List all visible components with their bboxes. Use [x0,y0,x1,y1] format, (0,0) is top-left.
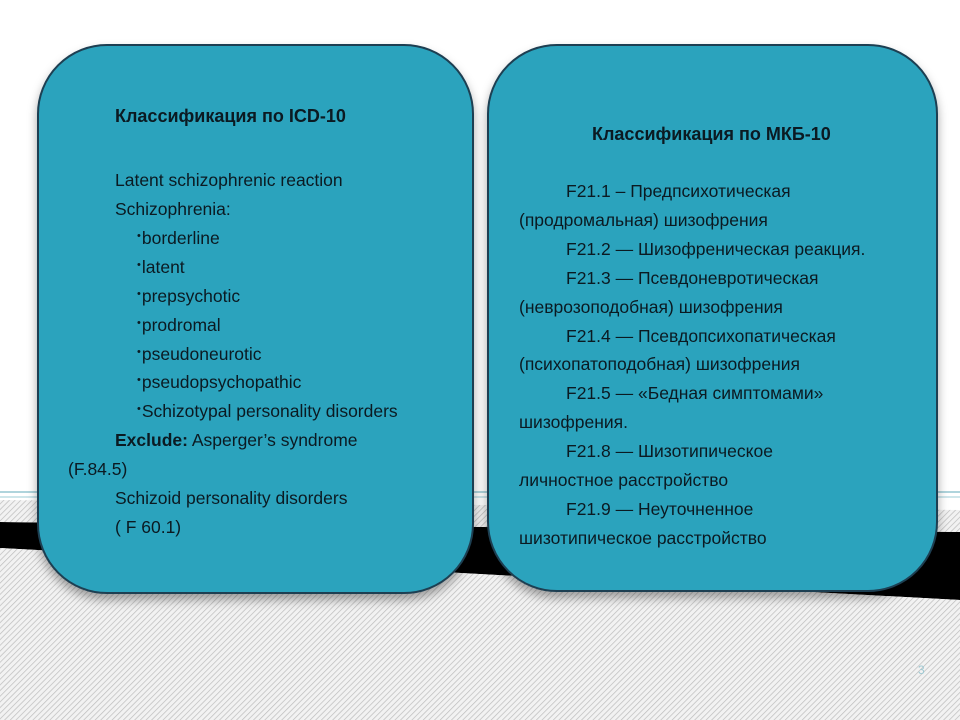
bullet-text: borderline [141,228,220,248]
bullet-text: Schizotypal personality disorders [141,401,398,421]
list-item: (психопатоподобная) шизофрения [519,354,800,374]
list-item: F21.9 — Неуточненное [566,499,754,519]
bullet-item [137,224,220,256]
list-item: шизотипическое расстройство [519,528,767,548]
list-item: Latent schizophrenic reaction [115,170,343,190]
icd10-title: Классификация по ICD-10 [115,106,346,126]
list-item: личностное расстройство [519,470,729,490]
list-item: F21.1 – Предпсихотическая [566,181,791,201]
list-item: Schizophrenia: [115,199,231,219]
list-item: F21.2 — Шизофреническая реакция. [566,239,866,259]
list-item: F21.4 — Псевдопсихопатическая [566,326,836,346]
list-item: F21.8 — Шизотипическое [566,441,773,461]
list-item: (продромальная) шизофрения [519,210,768,230]
bullet-item [137,282,240,314]
bullet-item [137,397,398,429]
bullet-text: pseudoneurotic [141,344,262,364]
bullet-text: pseudopsychopathic [141,372,302,392]
list-item: Schizoid personality disorders [115,488,348,508]
bullet-text: latent [141,257,185,277]
list-item: (неврозоподобная) шизофрения [519,297,783,317]
exclude-text: Asperger’s syndrome [187,430,358,450]
exclude-line [115,426,358,455]
list-item: ( F 60.1) [115,517,182,537]
list-item: (F.84.5) [68,459,128,479]
page-number: 3 [918,663,925,677]
list-item: шизофрения. [519,412,629,432]
bullet-item [137,368,301,400]
mkb10-title: Классификация по МКБ-10 [592,124,831,144]
bullet-item [137,311,221,343]
bullet-text: prepsychotic [141,286,241,306]
bullet-text: prodromal [141,315,221,335]
list-item: F21.5 — «Бедная симптомами» [566,383,824,403]
bullet-item [137,253,185,285]
list-item: F21.3 — Псевдоневротическая [566,268,819,288]
exclude-label: Exclude: [115,430,188,450]
